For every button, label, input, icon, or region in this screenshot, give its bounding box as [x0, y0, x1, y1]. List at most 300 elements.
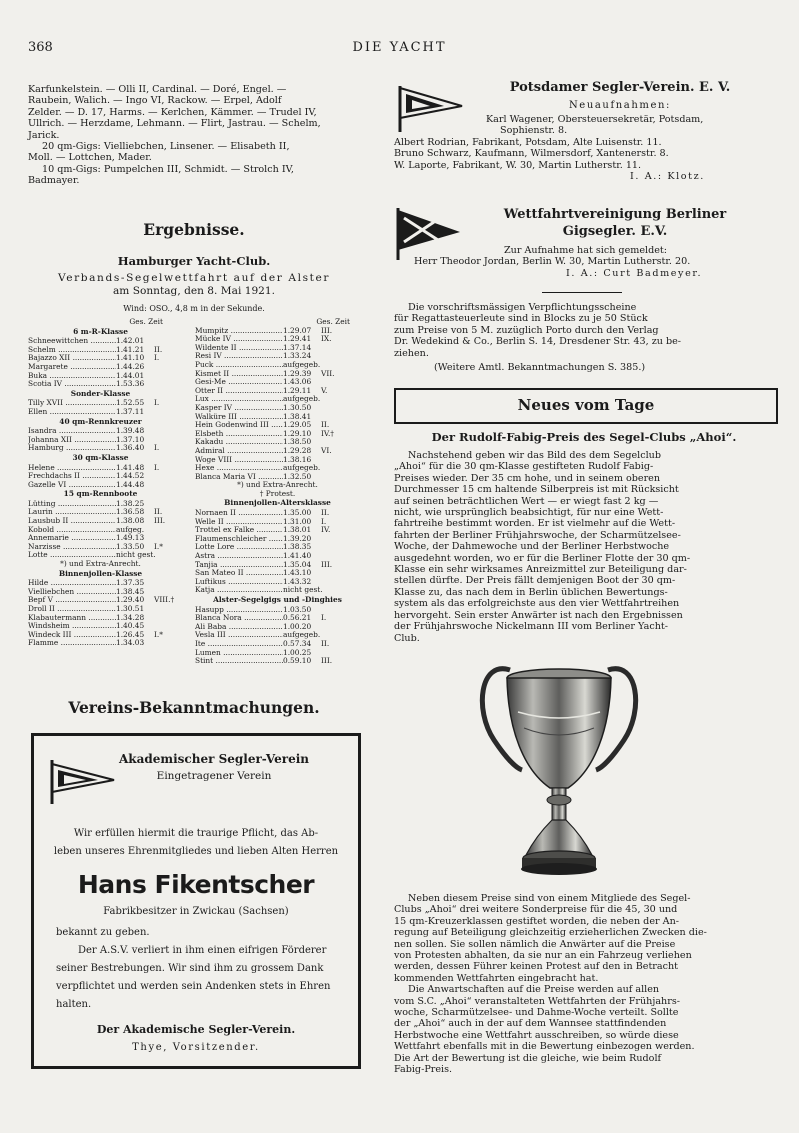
boat-name: Walküre III .....: [195, 413, 283, 422]
class-heading: 6 m-R-Klasse: [73, 326, 128, 336]
ad-line: halten.: [56, 999, 92, 1010]
boat-name: Woge VIII .....: [195, 456, 283, 465]
result-row: [195, 640, 360, 649]
total-time: 1.35.04: [283, 559, 312, 569]
result-row: [195, 447, 360, 456]
text-line: Club.: [394, 632, 420, 644]
boat-name: Vielliebchen .....: [28, 588, 116, 597]
ad-line: verpflichtet und werden sein Andenken stets in Ehren: [56, 981, 331, 992]
total-time: 1.38.25: [116, 498, 145, 508]
boat-name: Kakadu .....: [195, 438, 283, 447]
result-row: [195, 535, 360, 544]
boat-name: Vesla III .....: [195, 631, 283, 640]
ad-club-sub: Eingetragener Verein: [156, 770, 272, 782]
boat-name: Gazelle VI .....: [28, 481, 116, 490]
total-time: 1.41.10: [116, 353, 145, 363]
result-row: [28, 408, 173, 417]
placing: [154, 380, 168, 389]
boat-name: Schelm .....: [28, 346, 116, 355]
text-line: Badmayer.: [28, 175, 80, 187]
placing: I.: [154, 353, 160, 363]
result-row: [28, 605, 173, 614]
boat-name: Mumpitz .....: [195, 327, 283, 336]
result-row: [195, 327, 360, 336]
boat-name: Elsbeth .....: [195, 430, 283, 439]
placing: [154, 372, 168, 381]
boat-name: Blanca Nora .....: [195, 614, 283, 623]
footnote: † Protest.: [259, 488, 296, 498]
placing: V.: [321, 385, 328, 395]
text-line: Clubs „Ahoi“ drei weitere Sonderpreise für die 45, 30 und: [394, 904, 678, 916]
total-time: 1.40.45: [116, 621, 145, 631]
placing: II.: [154, 344, 163, 354]
total-time: 1.43.06: [283, 377, 312, 387]
boat-name: Lux .....: [195, 395, 283, 404]
total-time: 1.38.45: [116, 586, 145, 596]
result-row: [195, 335, 360, 344]
result-row: [195, 649, 360, 658]
result-row: [28, 354, 173, 363]
event-line: Verbands-Segelwettfahrt auf der Alster: [57, 272, 331, 284]
placing: I.: [321, 516, 327, 526]
boat-name: Schneewittchen .....: [28, 337, 116, 346]
result-row: [195, 561, 360, 570]
total-time: 1.29.11: [283, 385, 312, 395]
total-time: 1.44.48: [116, 479, 145, 489]
placing: I.*: [154, 629, 163, 639]
boat-name: Flaumenschleicher .....: [195, 535, 283, 544]
boat-name: Katja .....: [195, 586, 283, 595]
result-row: [28, 464, 173, 473]
placing: I.: [154, 398, 160, 408]
result-row: [28, 639, 173, 648]
time-column-header: Ges. Zeit: [129, 317, 163, 326]
class-heading: Binnenjollen-Altersklasse: [224, 498, 331, 508]
boat-name: Annemarie .....: [28, 534, 116, 543]
boat-name: Droll II .....: [28, 605, 116, 614]
total-time: 1.34.03: [116, 638, 145, 648]
class-heading: Sonder-Klasse: [70, 388, 131, 398]
boat-name: Hilde .....: [28, 579, 116, 588]
memorial-notice: [31, 733, 361, 1069]
result-row: [28, 427, 173, 436]
trophy-cup-image: [474, 650, 644, 880]
total-time: 0.57.34: [283, 638, 312, 648]
boat-name: Margarete .....: [28, 363, 116, 372]
class-heading: 15 qm-Rennboote: [63, 489, 138, 499]
text-line: I. A.: Klotz.: [630, 171, 705, 183]
placing: I.: [154, 462, 160, 472]
placing: VIII.†: [154, 595, 175, 605]
result-row: [195, 387, 360, 396]
placing: IV.†: [321, 428, 335, 438]
text-line: system als das erfolgreichste aus den vier Wettfahrtreihen: [394, 598, 680, 610]
boat-name: Narzisse .....: [28, 543, 116, 552]
total-time: aufgegeb.: [283, 463, 321, 473]
total-time: 1.03.50: [283, 604, 312, 614]
placing: [321, 395, 335, 404]
placing: IX.: [321, 334, 332, 344]
boat-name: Ellen .....: [28, 408, 116, 417]
text-line: 20 qm-Gigs: Vielliebchen, Linsener. — Elisabeth II,: [42, 141, 290, 153]
neuaufnahmen-label: Neuaufnahmen:: [568, 100, 672, 111]
text-line: Die Art der Bewertung ist die gleiche, wie beim Rudolf: [394, 1052, 662, 1064]
boat-name: Helene .....: [28, 464, 116, 473]
placing: [154, 363, 168, 372]
text-line: der Frühjahrswoche Nickelmann III vom Berliner Yacht-: [394, 621, 668, 633]
placing: [321, 543, 335, 552]
total-time: 1.39.20: [283, 533, 312, 543]
result-row: [195, 657, 360, 666]
placing: [154, 481, 168, 490]
boat-name: Kobold .....: [28, 526, 116, 535]
boat-name: Klabautermann .....: [28, 614, 116, 623]
total-time: 1.38.01: [283, 525, 312, 535]
total-time: 1.35.00: [283, 508, 312, 518]
vereins-heading: Vereins-Bekanntmachungen.: [68, 698, 320, 717]
boat-name: Buka .....: [28, 372, 116, 381]
total-time: 1.41.21: [116, 344, 145, 354]
placing: [321, 623, 335, 632]
boat-name: Astra .....: [195, 552, 283, 561]
placing: [154, 526, 168, 535]
boat-name: Puck .....: [195, 361, 283, 370]
text-line: 10 qm-Gigs: Pumpelchen III, Schmidt. — Strolch IV,: [42, 163, 294, 175]
result-row: [28, 346, 173, 355]
placing: [321, 404, 335, 413]
result-row: [195, 569, 360, 578]
result-row: [28, 526, 173, 535]
total-time: 1.29.41: [283, 334, 312, 344]
text-line: zum Preise von 5 M. zuzüglich Porto durch den Verlag: [394, 324, 659, 336]
boat-name: Isandra .....: [28, 427, 116, 436]
ad-club-name: Akademischer Segler-Verein: [118, 752, 309, 766]
placing: III.: [321, 656, 333, 666]
placing: [321, 352, 335, 361]
text-line: Die Anwartschaften auf die Preise werden auf allen: [408, 984, 660, 996]
total-time: 1.31.00: [283, 516, 312, 526]
result-row: [28, 614, 173, 623]
running-head: DIE YACHT: [352, 40, 447, 55]
results-column-2: [195, 318, 360, 666]
total-time: 1.38.41: [283, 411, 312, 421]
text-line: für Regattasteuerleute sind in Blocks zu je 50 Stück: [394, 313, 648, 325]
result-row: [195, 578, 360, 587]
text-line: Herr Theodor Jordan, Berlin W. 30, Martin Lutherstr. 20.: [414, 256, 691, 268]
boat-name: Ite .....: [195, 640, 283, 649]
total-time: 1.33.24: [283, 351, 312, 361]
total-time: 1.39.48: [116, 426, 145, 436]
text-line: (Weitere Amtl. Bekanntmachungen S. 385.): [434, 362, 646, 374]
result-row: [28, 588, 173, 597]
placing: [321, 569, 335, 578]
result-row: [195, 404, 360, 413]
text-line: Albert Rodrian, Fabrikant, Potsdam, Alte Luisenstr. 11.: [394, 136, 662, 148]
result-row: [195, 421, 360, 430]
total-time: 1.38.08: [116, 516, 145, 526]
ad-line: seiner Bestrebungen. Wir sind ihm zu grossem Dank: [56, 963, 324, 974]
result-row: [28, 534, 173, 543]
placing: III.: [321, 559, 333, 569]
result-row: [28, 444, 173, 453]
text-line: Karl Wagener, Obersteuersekretär, Potsdam,: [486, 114, 704, 125]
total-time: 1.30.50: [283, 402, 312, 412]
total-time: 1.38.16: [283, 454, 312, 464]
total-time: 1.52.55: [116, 398, 145, 408]
total-time: 1.34.28: [116, 612, 145, 622]
text-line: fahrten der Berliner Frühjahrswoche, der Scharmützelsee-: [394, 529, 681, 541]
total-time: 1.36.40: [116, 443, 145, 453]
deceased-name: Hans Fikentscher: [77, 870, 315, 899]
boat-name: Kasper IV .....: [195, 404, 283, 413]
text-line: Bruno Schwarz, Kaufmann, Wilmersdorf, Xantenerstr. 8.: [394, 148, 669, 160]
result-row: [195, 352, 360, 361]
boat-name: Ali Baba .....: [195, 623, 283, 632]
verpflichtung-paragraph: [394, 302, 774, 373]
neues-vom-tage-box: [394, 388, 778, 424]
result-row: [28, 337, 173, 346]
result-row: [195, 623, 360, 632]
ad-line: Der A.S.V. verliert in ihm einen eifrigen Förderer: [78, 945, 327, 956]
boat-name: Blanca Maria VI .....: [195, 473, 283, 482]
total-time: 0.56.21: [283, 613, 312, 623]
total-time: 1.29.28: [283, 445, 312, 455]
total-time: 0.59.10: [283, 656, 312, 666]
placing: IV.: [321, 525, 331, 535]
placing: [321, 464, 335, 473]
boat-name: Lotte .....: [28, 551, 116, 560]
total-time: 1.29.39: [283, 368, 312, 378]
boat-name: Lotte Lore .....: [195, 543, 283, 552]
result-row: [195, 606, 360, 615]
boat-name: Gesi-Me .....: [195, 378, 283, 387]
boat-name: Resi IV .....: [195, 352, 283, 361]
total-time: nicht gest.: [116, 550, 156, 560]
result-row: [195, 430, 360, 439]
text-line: Nachstehend geben wir das Bild des dem Segelclub: [408, 450, 661, 461]
boat-name: Kismet II .....: [195, 370, 283, 379]
boat-name: Lumen .....: [195, 649, 283, 658]
placing: II.: [154, 507, 163, 517]
boat-name: Stint .....: [195, 657, 283, 666]
deceased-title: Fabrikbesitzer in Zwickau (Sachsen): [103, 906, 289, 917]
placing: [321, 473, 335, 482]
text-line: fahrtreihe bestimmt worden. Er ist vielmehr auf die Wett-: [394, 518, 676, 530]
potsdam-members: [394, 114, 774, 182]
text-line: stellen dürfte. Der Preis fällt demjenigen Boot der 30 qm-: [394, 575, 676, 587]
result-row: [28, 481, 173, 490]
ad-line: Wir erfüllen hiermit die traurige Pflicht, das Ab-: [73, 828, 319, 839]
wett-heading: Wettfahrtvereinigung Berliner: [503, 207, 727, 222]
result-row: [195, 518, 360, 527]
placing: VII.: [321, 368, 335, 378]
placing: [154, 551, 168, 560]
club-heading: Hamburger Yacht-Club.: [117, 254, 271, 268]
total-time: nicht gest.: [283, 585, 323, 595]
result-row: [28, 380, 173, 389]
text-line: Klasse ein sehr wirksames Anreizmittel zur Beteiligung dar-: [394, 564, 687, 576]
wind-info: Wind: OSO., 4,8 m in der Sekunde.: [123, 304, 265, 313]
ergebnisse-heading: Ergebnisse.: [143, 220, 245, 239]
boat-name: Nornaen II .....: [195, 509, 283, 518]
text-line: Neben diesem Preise sind von einem Mitgliede des Segel-: [408, 893, 691, 904]
result-row: [195, 586, 360, 595]
text-line: werden, dessen Führer keinen Protest auf den in Betracht: [394, 961, 679, 973]
result-row: [28, 372, 173, 381]
total-time: 1.37.11: [116, 406, 145, 416]
total-time: 1.29.07: [283, 325, 312, 335]
footnote: *) und Extra-Anrecht.: [237, 480, 318, 490]
text-line: Die vorschriftsmässigen Verpflichtungsscheine: [408, 302, 637, 313]
total-time: 1.38.35: [283, 542, 312, 552]
boat-name: Tanjia .....: [195, 561, 283, 570]
ad-line: bekannt zu geben.: [56, 927, 150, 938]
total-time: 1.36.58: [116, 507, 145, 517]
text-line: Herbstwoche eine Wettfahrt ausschreiben, so würde diese: [394, 1029, 679, 1041]
text-line: Karfunkelstein. — Olli II, Cardinal. — Doré, Engel. —: [28, 84, 287, 95]
result-row: [28, 363, 173, 372]
placing: [154, 427, 168, 436]
total-time: 1.44.52: [116, 471, 145, 481]
boat-name: Wildente II .....: [195, 344, 283, 353]
result-row: [195, 438, 360, 447]
text-line: Durchmesser 15 cm haltende Silberpreis ist mit Rücksicht: [394, 484, 679, 496]
result-row: [195, 395, 360, 404]
boat-name: Bepf V .....: [28, 596, 116, 605]
total-time: 1.00.25: [283, 647, 312, 657]
text-line: I. A.: Curt Badmeyer.: [566, 267, 703, 279]
text-line: W. Laporte, Fabrikant, W. 30, Martin Lutherstr. 11.: [394, 159, 642, 171]
total-time: aufgegeb.: [283, 359, 321, 369]
text-line: Wettfahrt ebenfalls mit in die Bewertung einbezogen werden.: [394, 1041, 695, 1053]
text-line: ziehen.: [394, 347, 429, 359]
boat-name: Frechdachs II .....: [28, 472, 116, 481]
wett-members: [394, 245, 774, 279]
placing: [154, 579, 168, 588]
boat-name: Luftikus .....: [195, 578, 283, 587]
boat-name: Hamburg .....: [28, 444, 116, 453]
text-line: nen sollen. Sie sollen nämlich die Anwärter auf die Preise: [394, 938, 676, 950]
text-line: 15 qm-Kreuzerklassen gestiftet worden, die neben der An-: [394, 915, 679, 927]
placing: [321, 586, 335, 595]
placing: [321, 344, 335, 353]
text-line: woche, Scharmützelsee- und Dahme-Woche verteilt. Sollte: [394, 1007, 679, 1019]
time-column-header: Ges. Zeit: [316, 317, 350, 326]
boat-name: Laurin .....: [28, 508, 116, 517]
text-line: vom S.C. „Ahoi“ veranstalteten Wettfahrten der Frühjahrs-: [394, 995, 680, 1007]
result-row: [28, 517, 173, 526]
total-time: 1.30.51: [116, 604, 145, 613]
boat-name: Scotia IV .....: [28, 380, 116, 389]
boat-name: Admiral .....: [195, 447, 283, 456]
placing: [154, 639, 168, 648]
total-time: 1.49.13: [116, 533, 145, 543]
result-row: [195, 614, 360, 623]
result-row: [195, 509, 360, 518]
placing: [154, 472, 168, 481]
result-row: [28, 436, 173, 445]
text-line: „Ahoi“ für die 30 qm-Klasse gestifteten Rudolf Fabig-: [394, 461, 654, 473]
total-time: 1.44.26: [116, 361, 145, 371]
total-time: aufgegeb.: [283, 630, 321, 640]
placing: I.: [321, 613, 327, 623]
result-row: [28, 631, 173, 640]
boat-name: Welle II .....: [195, 518, 283, 527]
text-line: nicht, wie ursprünglich beabsichtigt, für nur eine Wett-: [394, 507, 664, 519]
page-number: 368: [28, 40, 53, 55]
result-row: [28, 500, 173, 509]
total-time: 1.44.01: [116, 370, 145, 380]
total-time: 1.29.10: [283, 428, 312, 438]
boat-name: Tilly XVII .....: [28, 399, 116, 408]
result-row: [195, 413, 360, 422]
total-time: 1.53.36: [116, 379, 145, 389]
total-time: 1.38.50: [283, 437, 312, 447]
result-row: [28, 622, 173, 631]
boat-name: San Mateo II .....: [195, 569, 283, 578]
placing: VI.: [321, 445, 332, 455]
placing: II.: [321, 508, 330, 518]
placing: [154, 605, 168, 614]
event-date: am Sonntag, den 8. Mai 1921.: [112, 285, 276, 297]
text-line: Fabig-Preis.: [394, 1064, 453, 1076]
boat-name: Windeck III .....: [28, 631, 116, 640]
result-row: [195, 543, 360, 552]
boat-name: Windsheim .....: [28, 622, 116, 631]
total-time: 1.26.45: [116, 629, 145, 639]
placing: [321, 456, 335, 465]
text-line: von Protesten abhalten, da sie nur an ein Fahrzeug verliehen: [394, 950, 692, 962]
class-heading: 30 qm-Klasse: [72, 452, 129, 462]
boat-name: Mücke IV .....: [195, 335, 283, 344]
boat-name: Hexe .....: [195, 464, 283, 473]
ad-line: leben unseres Ehrenmitgliedes und lieben Alten Herren: [53, 846, 339, 857]
result-row: [28, 508, 173, 517]
text-line: Zur Aufnahme hat sich gemeldet:: [504, 245, 668, 256]
text-line: auf seinen beträchtlichen Wert — er wiegt fast 2 kg —: [394, 495, 659, 507]
text-line: Dr. Wedekind & Co., Berlin S. 14, Dresdener Str. 43, zu be-: [394, 336, 682, 348]
text-line: Sophienstr. 8.: [500, 125, 568, 137]
fabig-heading: Der Rudolf-Fabig-Preis des Segel-Clubs „Ahoi“.: [431, 430, 737, 444]
result-row: [195, 526, 360, 535]
boat-name: Lütting .....: [28, 500, 116, 509]
result-row: [195, 344, 360, 353]
divider: [542, 292, 622, 293]
text-line: Woche, der Dahmewoche und der Berliner Herbstwoche: [394, 541, 670, 553]
boat-name: Trottel ex Falke .....: [195, 526, 283, 535]
placing: [154, 614, 168, 623]
text-line: Preises wieder. Der 35 cm hohe, und in seinem oberen: [394, 472, 661, 484]
boat-name: Lausbub II .....: [28, 517, 116, 526]
total-time: aufgegeb.: [283, 394, 321, 404]
total-time: 1.29.05: [283, 420, 312, 430]
text-line: Ullrich. — Herzdame, Lehmann. — Flirt, Jastrau. — Schelm,: [28, 118, 321, 130]
text-line: hervorgeht. Sein erster Anwärter ist nach den Ergebnissen: [394, 609, 683, 621]
text-line: Raubein, Walich. — Ingo VI, Rackow. — Erpel, Adolf: [28, 95, 282, 107]
total-time: 1.43.32: [283, 576, 312, 586]
boat-name: Hein Godenwind III .....: [195, 421, 283, 430]
text-line: Zelder. — D. 17, Harms. — Kerlchen, Kämmer. — Trudel IV,: [28, 106, 317, 118]
intro-paragraph: [28, 84, 360, 187]
boat-name: Otter II .....: [195, 387, 283, 396]
placing: [154, 408, 168, 417]
placing: I.: [154, 443, 160, 453]
footnote: *) und Extra-Anrecht.: [60, 559, 141, 569]
placing: III.: [154, 516, 166, 526]
total-time: 1.37.10: [116, 434, 145, 444]
total-time: 1.00.20: [283, 621, 312, 631]
placing: II.: [321, 420, 330, 430]
